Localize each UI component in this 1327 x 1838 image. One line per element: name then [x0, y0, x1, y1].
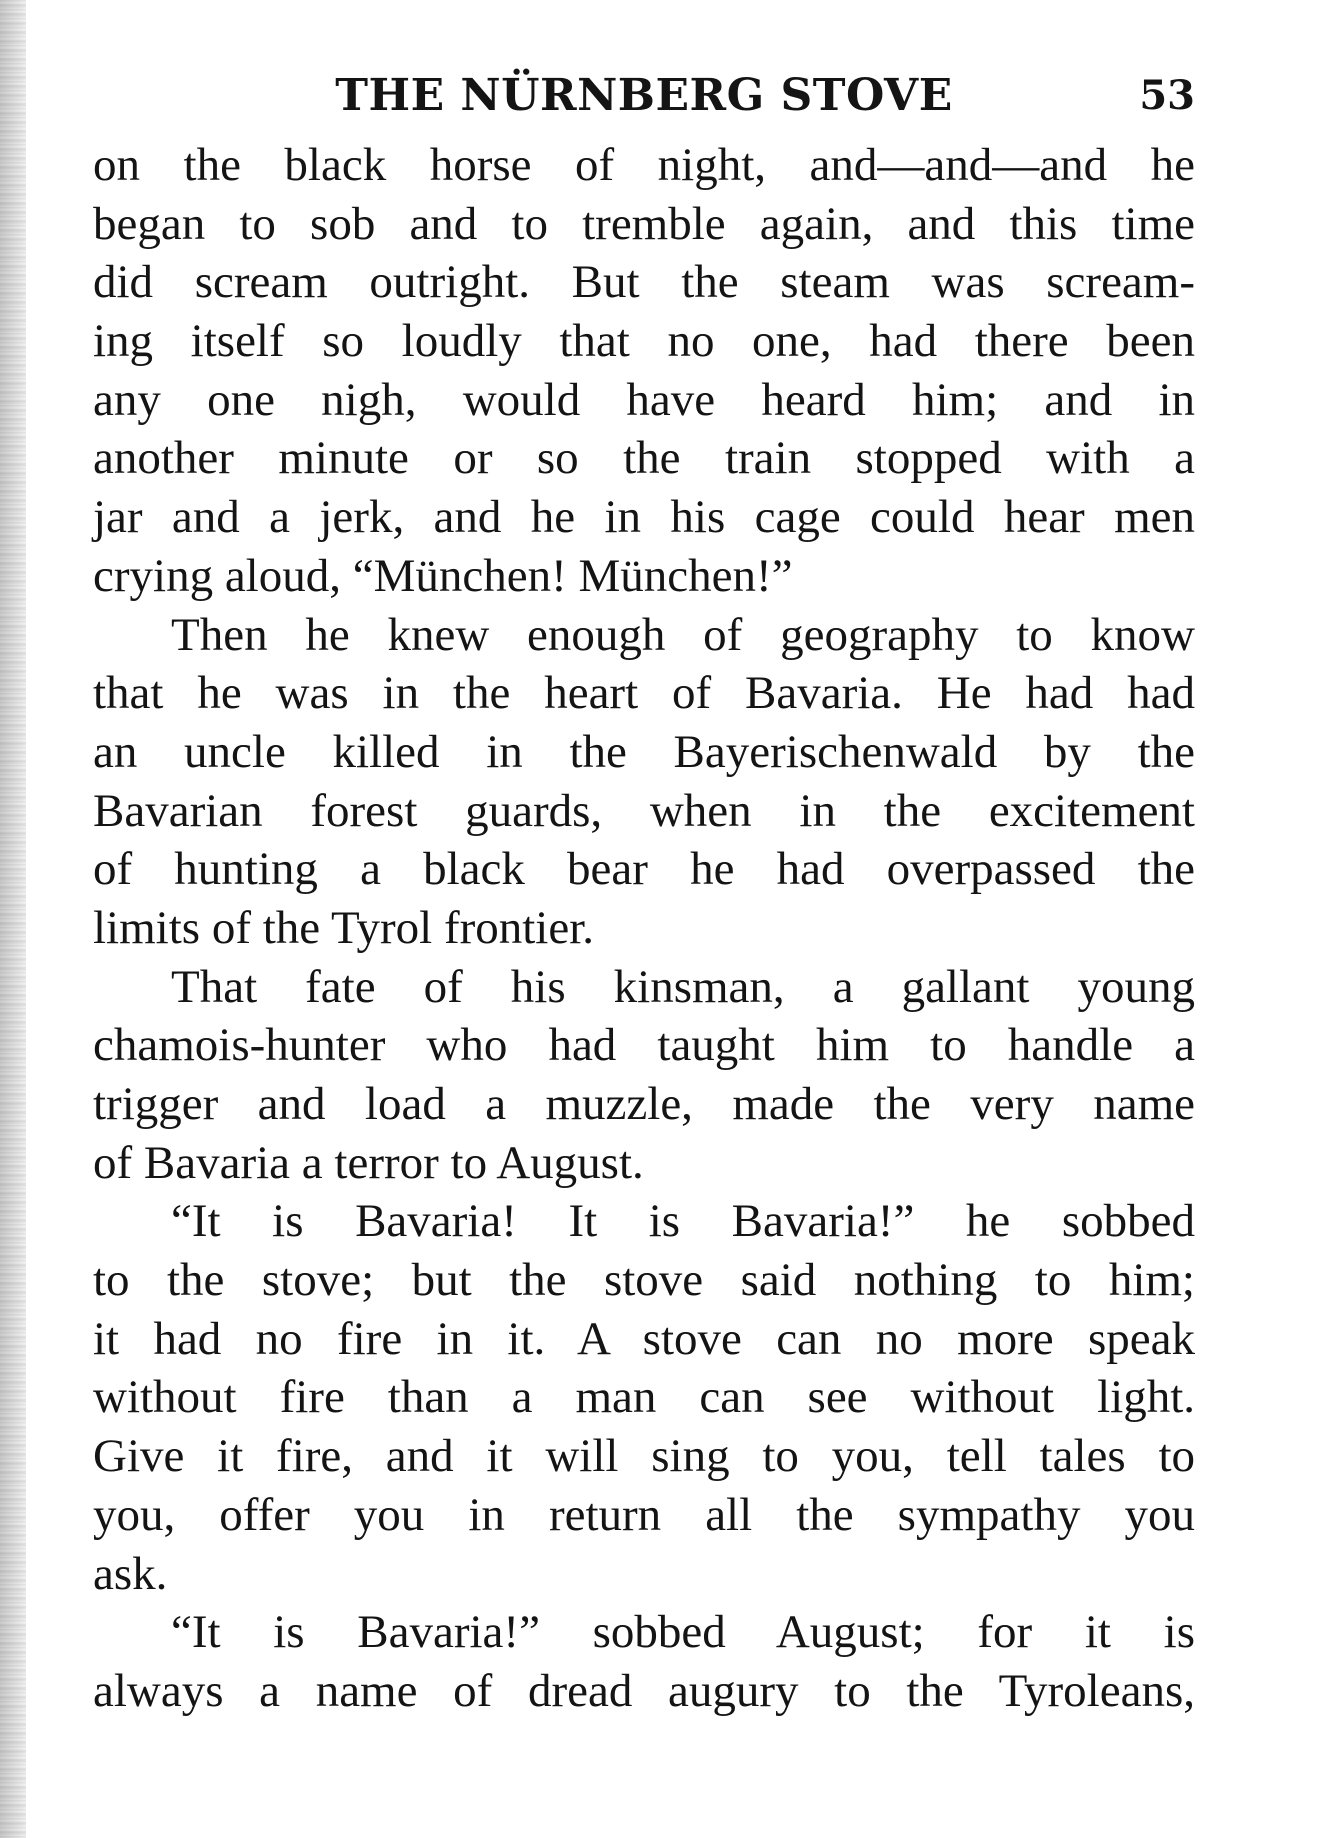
text-line: to the stove; but the stove said nothing to him;	[93, 1254, 1195, 1307]
text-line: Bavarian forest guards, when in the excitement	[93, 784, 1195, 837]
text-line: that he was in the heart of Bavaria. He had had	[93, 667, 1195, 720]
text-line: an uncle killed in the Bayerischenwald by the	[93, 725, 1195, 778]
text-line: Give it fire, and it will sing to you, tell tales to	[93, 1430, 1195, 1483]
text-line: did scream outright. But the steam was scream-	[93, 256, 1195, 309]
text-line: began to sob and to tremble again, and this time	[93, 197, 1195, 250]
body-text	[93, 136, 1195, 1721]
chapter-title: THE NÜRNBERG STOVE	[335, 70, 953, 121]
text-line: on the black horse of night, and—and—and he	[93, 139, 1195, 191]
paragraph-first-line: Then he knew enough of geography to know	[171, 608, 1195, 661]
text-line: any one nigh, would have heard him; and in	[93, 373, 1195, 426]
text-line: ask.	[93, 1547, 168, 1600]
text-line: trigger and load a muzzle, made the very name	[93, 1078, 1195, 1130]
running-head	[93, 62, 1195, 132]
text-line: of Bavaria a terror to August.	[93, 1136, 644, 1189]
text-line: limits of the Tyrol frontier.	[93, 901, 595, 954]
text-line: crying aloud, “München! München!”	[93, 549, 793, 602]
text-line: without fire than a man can see without light.	[93, 1371, 1195, 1424]
text-line: it had no fire in it. A stove can no more speak	[93, 1312, 1195, 1365]
text-line: of hunting a black bear he had overpassed the	[93, 843, 1195, 896]
text-line: jar and a jerk, and he in his cage could hear men	[93, 491, 1195, 544]
text-line: chamois-hunter who had taught him to handle a	[93, 1019, 1195, 1072]
book-page	[93, 62, 1195, 1721]
paragraph-first-line: That fate of his kinsman, a gallant young	[171, 960, 1195, 1013]
paragraph-first-line: “It is Bavaria! It is Bavaria!” he sobbed	[171, 1195, 1195, 1248]
text-line: always a name of dread augury to the Tyroleans,	[93, 1664, 1195, 1717]
page-number: 53	[1139, 72, 1195, 119]
book-binding-edge	[0, 0, 26, 1838]
paragraph-first-line: “It is Bavaria!” sobbed August; for it is	[171, 1606, 1195, 1659]
text-line: ing itself so loudly that no one, had there been	[93, 315, 1195, 368]
text-line: another minute or so the train stopped with a	[93, 432, 1195, 485]
text-line: you, offer you in return all the sympathy you	[93, 1488, 1195, 1541]
